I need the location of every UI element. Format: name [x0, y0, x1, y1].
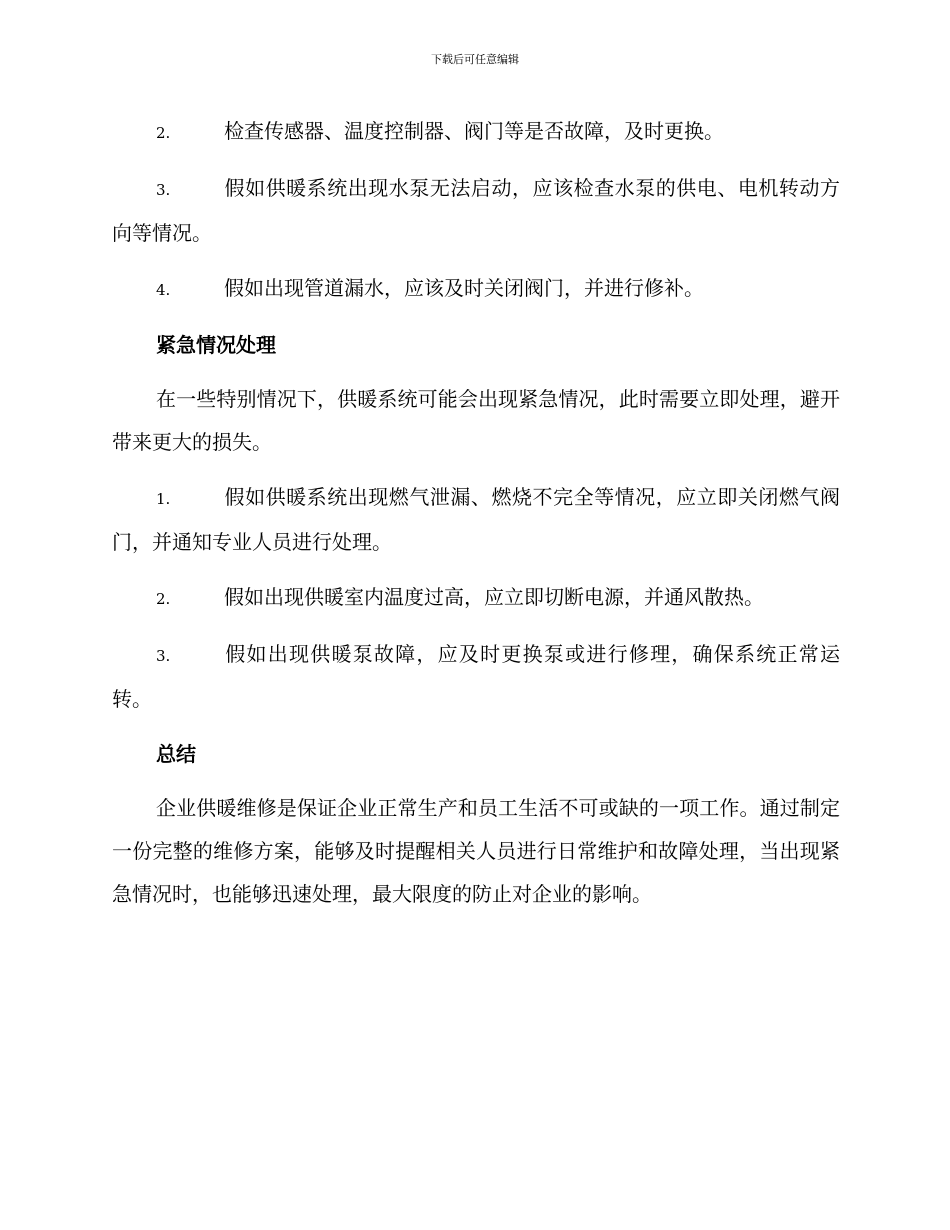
summary-paragraph: 企业供暖维修是保证企业正常生产和员工生活不可或缺的一项工作。通过制定一份完整的维修方案，能够及时提醒相关人员进行日常维护和故障处理，当出现紧急情况时，也能够迅速处理，最大限度的防止对企业的影响。 — [112, 796, 840, 906]
list-item-text: 假如出现供暖室内温度过高，应立即切断电源，并通风散热。 — [224, 585, 764, 609]
list-item — [112, 267, 840, 312]
section-intro-paragraph: 在一些特别情况下，供暖系统可能会出现紧急情况，此时需要立即处理，避开带来更大的损失。 — [112, 387, 840, 454]
list-item — [112, 110, 840, 155]
document-body — [112, 110, 840, 928]
list-item — [112, 167, 840, 255]
list-item-number: 2. — [156, 590, 171, 608]
list-item-number: 4. — [156, 281, 171, 299]
list-item-text: 假如出现管道漏水，应该及时关闭阀门，并进行修补。 — [224, 276, 704, 300]
list-item-number: 2. — [156, 124, 171, 142]
list-item-number: 3. — [156, 647, 171, 665]
list-item-number: 1. — [156, 490, 171, 508]
page-header: 下载后可任意编辑 — [431, 53, 519, 66]
list-item-text: 假如供暖系统出现水泵无法启动，应该检查水泵的供电、电机转动方向等情况。 — [112, 176, 840, 245]
section-heading-emergency: 紧急情况处理 — [156, 333, 276, 357]
list-item-text: 假如供暖系统出现燃气泄漏、燃烧不完全等情况，应立即关闭燃气阀门，并通知专业人员进行处理。 — [112, 485, 840, 554]
list-item-text: 假如出现供暖泵故障，应及时更换泵或进行修理，确保系统正常运转。 — [112, 642, 840, 711]
section-heading-summary: 总结 — [156, 742, 196, 766]
list-item — [112, 476, 840, 564]
list-item — [112, 633, 840, 721]
list-item-number: 3. — [156, 181, 171, 199]
list-item-text: 检查传感器、温度控制器、阀门等是否故障，及时更换。 — [224, 119, 724, 143]
list-item — [112, 576, 840, 621]
